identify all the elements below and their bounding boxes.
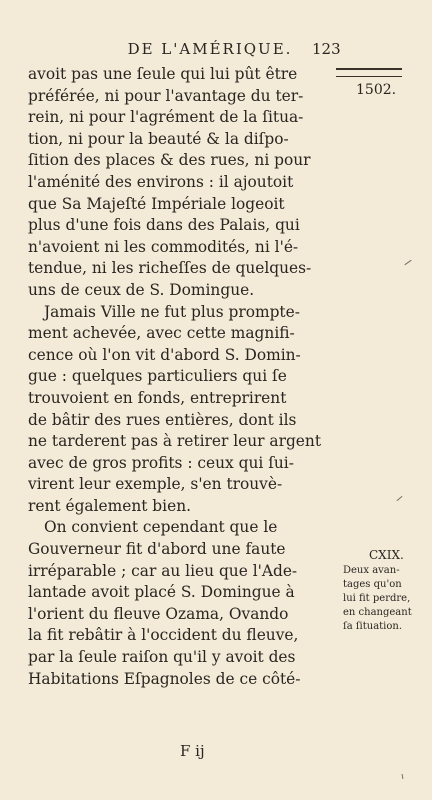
signature-mark: F ij [180, 742, 205, 760]
text-line: avoit pas une ſeule qui lui pût être [28, 65, 298, 83]
margin-note-line: en changeant [343, 607, 412, 618]
text-line: cence où l'on vit d'abord S. Domin- [28, 345, 301, 364]
margin-section-number: CXIX. [369, 548, 404, 562]
text-line: ne tarderent pas à retirer leur argent [28, 432, 322, 451]
text-line: n'avoient ni les commodités, ni l'é- [28, 237, 299, 256]
body-text [28, 64, 338, 690]
page-number: 123 [312, 40, 341, 58]
paper-speck [404, 260, 411, 265]
text-line: Jamais Ville ne fut plus prompte- [44, 302, 300, 321]
text-line: virent leur exemple, s'en trouvè- [28, 475, 283, 494]
text-line: lantade avoit placé S. Domingue à [28, 583, 295, 602]
text-line: rein, ni pour l'agrément de la ſitua- [28, 108, 304, 127]
text-line: rent également bien. [28, 496, 191, 515]
paper-speck [396, 496, 402, 501]
text-line: On convient cependant que le [44, 518, 278, 537]
margin-note-line: tages qu'on [343, 579, 402, 590]
text-line: l'orient du fleuve Ozama, Ovando [28, 604, 289, 623]
text-line: que Sa Majeſté Impériale logeoit [28, 194, 285, 213]
margin-rule [336, 68, 402, 77]
text-line: tion, ni pour la beauté & la diſpo- [28, 129, 289, 148]
text-line: tendue, ni les richeſſes de quelques- [28, 259, 312, 278]
text-line: Habitations Eſpagnoles de ce côté- [28, 669, 301, 688]
text-line: plus d'une fois dans des Palais, qui [28, 216, 300, 235]
text-line: ſition des places & des rues, ni pour [28, 151, 311, 170]
text-line: ment achevée, avec cette magnifi- [28, 324, 295, 343]
running-header: DE L'AMÉRIQUE. [127, 40, 293, 58]
margin-year: 1502. [356, 82, 397, 98]
margin-note [343, 564, 429, 634]
text-line: avec de gros profits : ceux qui ſui- [28, 453, 294, 472]
text-line: la fit rebâtir à l'occident du fleuve, [28, 626, 299, 645]
margin-note-line: Deux avan- [343, 565, 400, 576]
text-line: préférée, ni pour l'avantage du ter- [28, 86, 304, 105]
text-line: gue : quelques particuliers qui ſe [28, 367, 287, 386]
text-line: Gouverneur fit d'abord une faute [28, 540, 286, 559]
text-line: l'aménité des environs : il ajoutoit [28, 172, 294, 191]
text-line: irréparable ; car au lieu que l'Ade- [28, 561, 298, 580]
text-line: par la ſeule raiſon qu'il y avoit des [28, 648, 296, 667]
margin-note-line: lui fit perdre, [343, 593, 411, 604]
text-line: de bâtir des rues entières, dont ils [28, 410, 297, 429]
text-line: trouvoient en fonds, entreprirent [28, 388, 287, 407]
text-line: uns de ceux de S. Domingue. [28, 280, 255, 299]
paper-speck [402, 774, 404, 779]
margin-note-line: ſa ſituation. [343, 621, 403, 632]
